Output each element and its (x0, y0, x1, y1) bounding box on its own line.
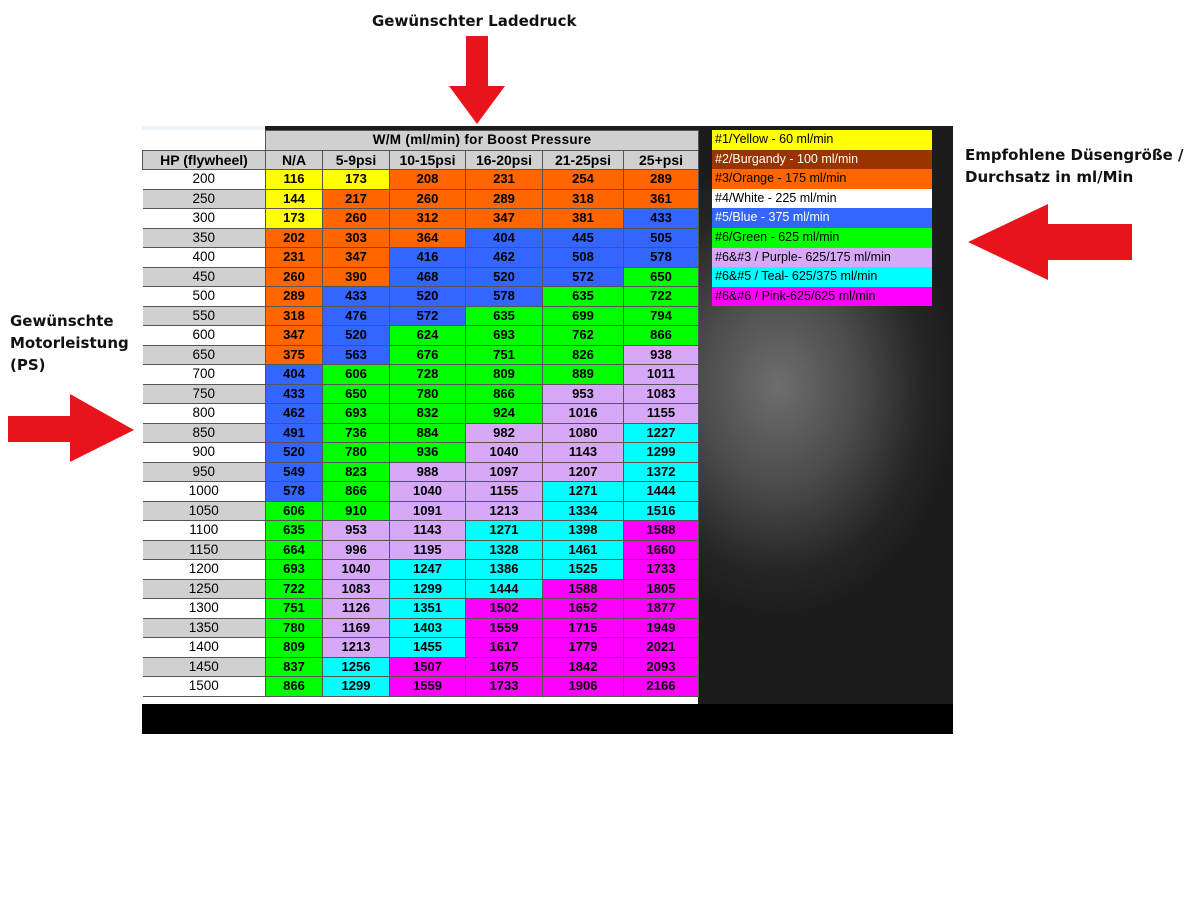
hp-cell: 1150 (143, 540, 266, 560)
flow-value-cell: 1083 (624, 384, 699, 404)
hp-cell: 1450 (143, 657, 266, 677)
flow-value-cell: 1256 (323, 657, 390, 677)
flow-value-cell: 884 (390, 423, 466, 443)
flow-value-cell: 982 (466, 423, 543, 443)
column-header: 10-15psi (390, 150, 466, 170)
hp-cell: 550 (143, 306, 266, 326)
flow-value-cell: 823 (323, 462, 390, 482)
flow-value-cell: 433 (266, 384, 323, 404)
flow-value-cell: 1588 (543, 579, 624, 599)
flow-value-cell: 635 (266, 521, 323, 541)
legend-item: #6&#3 / Purple- 625/175 ml/min (712, 248, 932, 268)
flow-value-cell: 1842 (543, 657, 624, 677)
flow-value-cell: 1386 (466, 560, 543, 580)
flow-value-cell: 144 (266, 189, 323, 209)
flow-value-cell: 549 (266, 462, 323, 482)
flow-value-cell: 231 (466, 170, 543, 190)
flow-value-cell: 1227 (624, 423, 699, 443)
nozzle-size-annotation: Empfohlene Düsengröße / Durchsatz in ml/Min (965, 146, 1184, 186)
flow-value-cell: 1091 (390, 501, 466, 521)
table-title: W/M (ml/min) for Boost Pressure (266, 131, 699, 151)
boost-pressure-annotation: Gewünschter Ladedruck (372, 12, 577, 30)
hp-cell: 900 (143, 443, 266, 463)
down-arrow-icon (447, 36, 507, 126)
column-header: 5-9psi (323, 150, 390, 170)
hp-cell: 1250 (143, 579, 266, 599)
table-row (143, 326, 699, 346)
hp-cell: 700 (143, 365, 266, 385)
table-row (143, 423, 699, 443)
flow-value-cell: 1040 (323, 560, 390, 580)
column-header: 16-20psi (466, 150, 543, 170)
flow-value-cell: 1444 (466, 579, 543, 599)
legend-item: #6&#5 / Teal- 625/375 ml/min (712, 267, 932, 287)
table-row (143, 599, 699, 619)
flow-value-cell: 468 (390, 267, 466, 287)
hp-cell: 600 (143, 326, 266, 346)
flow-value-cell: 780 (266, 618, 323, 638)
table-row (143, 501, 699, 521)
flow-value-cell: 208 (390, 170, 466, 190)
flow-value-cell: 693 (266, 560, 323, 580)
flow-value-cell: 1906 (543, 677, 624, 697)
flow-value-cell: 1271 (543, 482, 624, 502)
table-row (143, 560, 699, 580)
flow-value-cell: 1040 (466, 443, 543, 463)
hp-cell: 1500 (143, 677, 266, 697)
hp-cell: 1350 (143, 618, 266, 638)
flow-value-cell: 953 (543, 384, 624, 404)
table-row (143, 345, 699, 365)
flow-value-cell: 404 (466, 228, 543, 248)
water-methanol-chart-image (142, 126, 953, 734)
hp-cell: 1300 (143, 599, 266, 619)
flow-value-cell: 832 (390, 404, 466, 424)
flow-value-cell: 988 (390, 462, 466, 482)
flow-value-cell: 1011 (624, 365, 699, 385)
flow-value-cell: 520 (323, 326, 390, 346)
flow-value-cell: 996 (323, 540, 390, 560)
flow-value-cell: 1155 (466, 482, 543, 502)
legend-item: #1/Yellow - 60 ml/min (712, 130, 932, 150)
flow-value-cell: 1733 (466, 677, 543, 697)
flow-value-cell: 751 (266, 599, 323, 619)
table-row (143, 462, 699, 482)
table-row (143, 287, 699, 307)
hp-cell: 200 (143, 170, 266, 190)
hp-cell: 300 (143, 209, 266, 229)
flow-value-cell: 1299 (323, 677, 390, 697)
flow-value-cell: 445 (543, 228, 624, 248)
flow-value-cell: 1617 (466, 638, 543, 658)
flow-value-cell: 1733 (624, 560, 699, 580)
flow-value-cell: 809 (466, 365, 543, 385)
nozzle-legend (712, 130, 932, 306)
flow-value-cell: 347 (466, 209, 543, 229)
flow-value-cell: 938 (624, 345, 699, 365)
flow-value-cell: 889 (543, 365, 624, 385)
flow-value-cell: 780 (390, 384, 466, 404)
table-row (143, 228, 699, 248)
table-row (143, 404, 699, 424)
legend-item: #4/White - 225 ml/min (712, 189, 932, 209)
flow-value-cell: 231 (266, 248, 323, 268)
flow-value-cell: 826 (543, 345, 624, 365)
flow-value-cell: 1016 (543, 404, 624, 424)
flow-value-cell: 837 (266, 657, 323, 677)
engine-power-annotation: Gewünschte Motorleistung (PS) (10, 312, 129, 374)
flow-value-cell: 1559 (390, 677, 466, 697)
flow-value-cell: 173 (323, 170, 390, 190)
flow-value-cell: 1779 (543, 638, 624, 658)
flow-value-cell: 650 (624, 267, 699, 287)
flow-value-cell: 202 (266, 228, 323, 248)
flow-value-cell: 578 (466, 287, 543, 307)
flow-value-cell: 289 (624, 170, 699, 190)
flow-value-cell: 572 (543, 267, 624, 287)
hp-cell: 400 (143, 248, 266, 268)
flow-value-cell: 254 (543, 170, 624, 190)
hp-cell: 850 (143, 423, 266, 443)
flow-value-cell: 1126 (323, 599, 390, 619)
flow-value-cell: 624 (390, 326, 466, 346)
flow-value-cell: 462 (466, 248, 543, 268)
flow-value-cell: 664 (266, 540, 323, 560)
flow-value-cell: 866 (266, 677, 323, 697)
spreadsheet-table-area (142, 130, 698, 704)
flow-value-cell: 693 (466, 326, 543, 346)
flow-value-cell: 1299 (390, 579, 466, 599)
flow-value-cell: 1444 (624, 482, 699, 502)
hp-cell: 1400 (143, 638, 266, 658)
flow-value-cell: 1805 (624, 579, 699, 599)
flow-value-cell: 1040 (390, 482, 466, 502)
corner-blank-cell (143, 131, 266, 151)
flow-value-cell: 676 (390, 345, 466, 365)
flow-value-cell: 780 (323, 443, 390, 463)
flow-value-cell: 2021 (624, 638, 699, 658)
flow-value-cell: 762 (543, 326, 624, 346)
black-bottom-bar (142, 704, 953, 734)
flow-value-cell: 1652 (543, 599, 624, 619)
flow-value-cell: 572 (390, 306, 466, 326)
legend-item: #5/Blue - 375 ml/min (712, 208, 932, 228)
flow-value-cell: 303 (323, 228, 390, 248)
table-row (143, 384, 699, 404)
left-arrow-icon (966, 202, 1136, 282)
flow-value-cell: 381 (543, 209, 624, 229)
flow-value-cell: 563 (323, 345, 390, 365)
row-header-hp: HP (flywheel) (143, 150, 266, 170)
hp-cell: 750 (143, 384, 266, 404)
hp-cell: 500 (143, 287, 266, 307)
legend-item: #3/Orange - 175 ml/min (712, 169, 932, 189)
flow-value-cell: 390 (323, 267, 390, 287)
flow-value-cell: 433 (624, 209, 699, 229)
hp-cell: 1200 (143, 560, 266, 580)
water-methanol-table (142, 130, 699, 697)
flow-value-cell: 635 (543, 287, 624, 307)
flow-value-cell: 910 (323, 501, 390, 521)
flow-value-cell: 462 (266, 404, 323, 424)
flow-value-cell: 699 (543, 306, 624, 326)
flow-value-cell: 520 (266, 443, 323, 463)
flow-value-cell: 520 (390, 287, 466, 307)
table-row (143, 482, 699, 502)
flow-value-cell: 116 (266, 170, 323, 190)
flow-value-cell: 1516 (624, 501, 699, 521)
hp-cell: 250 (143, 189, 266, 209)
flow-value-cell: 217 (323, 189, 390, 209)
flow-value-cell: 1507 (390, 657, 466, 677)
flow-value-cell: 1660 (624, 540, 699, 560)
flow-value-cell: 1877 (624, 599, 699, 619)
flow-value-cell: 476 (323, 306, 390, 326)
table-row (143, 657, 699, 677)
flow-value-cell: 173 (266, 209, 323, 229)
table-row (143, 618, 699, 638)
flow-value-cell: 866 (624, 326, 699, 346)
flow-value-cell: 1271 (466, 521, 543, 541)
flow-value-cell: 650 (323, 384, 390, 404)
flow-value-cell: 1351 (390, 599, 466, 619)
table-row (143, 365, 699, 385)
flow-value-cell: 364 (390, 228, 466, 248)
flow-value-cell: 1715 (543, 618, 624, 638)
hp-cell: 450 (143, 267, 266, 287)
flow-value-cell: 606 (266, 501, 323, 521)
flow-value-cell: 260 (266, 267, 323, 287)
flow-value-cell: 866 (466, 384, 543, 404)
flow-value-cell: 751 (466, 345, 543, 365)
flow-value-cell: 1334 (543, 501, 624, 521)
flow-value-cell: 1455 (390, 638, 466, 658)
flow-value-cell: 722 (266, 579, 323, 599)
flow-value-cell: 693 (323, 404, 390, 424)
flow-value-cell: 635 (466, 306, 543, 326)
table-row (143, 443, 699, 463)
flow-value-cell: 491 (266, 423, 323, 443)
flow-value-cell: 347 (323, 248, 390, 268)
flow-value-cell: 1143 (543, 443, 624, 463)
hp-cell: 650 (143, 345, 266, 365)
table-row (143, 189, 699, 209)
flow-value-cell: 1097 (466, 462, 543, 482)
hp-cell: 800 (143, 404, 266, 424)
table-row (143, 170, 699, 190)
flow-value-cell: 578 (266, 482, 323, 502)
legend-item: #6&#6 / Pink-625/625 ml/min (712, 287, 932, 307)
flow-value-cell: 404 (266, 365, 323, 385)
flow-value-cell: 1155 (624, 404, 699, 424)
flow-value-cell: 1143 (390, 521, 466, 541)
column-header: 21-25psi (543, 150, 624, 170)
table-row (143, 521, 699, 541)
table-row (143, 638, 699, 658)
hp-cell: 1100 (143, 521, 266, 541)
flow-value-cell: 520 (466, 267, 543, 287)
flow-value-cell: 1328 (466, 540, 543, 560)
flow-value-cell: 722 (624, 287, 699, 307)
flow-value-cell: 2093 (624, 657, 699, 677)
flow-value-cell: 361 (624, 189, 699, 209)
flow-value-cell: 1195 (390, 540, 466, 560)
flow-value-cell: 1169 (323, 618, 390, 638)
column-header: 25+psi (624, 150, 699, 170)
flow-value-cell: 953 (323, 521, 390, 541)
flow-value-cell: 728 (390, 365, 466, 385)
flow-value-cell: 1299 (624, 443, 699, 463)
column-header: N/A (266, 150, 323, 170)
flow-value-cell: 260 (323, 209, 390, 229)
right-arrow-icon (8, 392, 138, 464)
table-row (143, 306, 699, 326)
flow-value-cell: 1559 (466, 618, 543, 638)
flow-value-cell: 1207 (543, 462, 624, 482)
flow-value-cell: 289 (466, 189, 543, 209)
table-row (143, 579, 699, 599)
flow-value-cell: 1588 (624, 521, 699, 541)
flow-value-cell: 606 (323, 365, 390, 385)
flow-value-cell: 318 (543, 189, 624, 209)
flow-value-cell: 260 (390, 189, 466, 209)
flow-value-cell: 312 (390, 209, 466, 229)
flow-value-cell: 578 (624, 248, 699, 268)
table-row (143, 209, 699, 229)
hp-cell: 350 (143, 228, 266, 248)
flow-value-cell: 416 (390, 248, 466, 268)
flow-value-cell: 924 (466, 404, 543, 424)
flow-value-cell: 936 (390, 443, 466, 463)
flow-value-cell: 318 (266, 306, 323, 326)
flow-value-cell: 809 (266, 638, 323, 658)
hp-cell: 1000 (143, 482, 266, 502)
table-row (143, 540, 699, 560)
flow-value-cell: 1398 (543, 521, 624, 541)
flow-value-cell: 1080 (543, 423, 624, 443)
flow-value-cell: 1372 (624, 462, 699, 482)
flow-value-cell: 1502 (466, 599, 543, 619)
flow-value-cell: 505 (624, 228, 699, 248)
legend-item: #6/Green - 625 ml/min (712, 228, 932, 248)
flow-value-cell: 736 (323, 423, 390, 443)
flow-value-cell: 794 (624, 306, 699, 326)
flow-value-cell: 866 (323, 482, 390, 502)
flow-value-cell: 1461 (543, 540, 624, 560)
flow-value-cell: 433 (323, 287, 390, 307)
flow-value-cell: 1083 (323, 579, 390, 599)
flow-value-cell: 375 (266, 345, 323, 365)
table-row (143, 267, 699, 287)
flow-value-cell: 508 (543, 248, 624, 268)
hp-cell: 950 (143, 462, 266, 482)
hp-cell: 1050 (143, 501, 266, 521)
table-row (143, 248, 699, 268)
flow-value-cell: 1675 (466, 657, 543, 677)
legend-item: #2/Burgandy - 100 ml/min (712, 150, 932, 170)
flow-value-cell: 1403 (390, 618, 466, 638)
flow-value-cell: 289 (266, 287, 323, 307)
flow-value-cell: 1247 (390, 560, 466, 580)
flow-value-cell: 1949 (624, 618, 699, 638)
flow-value-cell: 1525 (543, 560, 624, 580)
flow-value-cell: 347 (266, 326, 323, 346)
flow-value-cell: 2166 (624, 677, 699, 697)
table-row (143, 677, 699, 697)
flow-value-cell: 1213 (466, 501, 543, 521)
flow-value-cell: 1213 (323, 638, 390, 658)
